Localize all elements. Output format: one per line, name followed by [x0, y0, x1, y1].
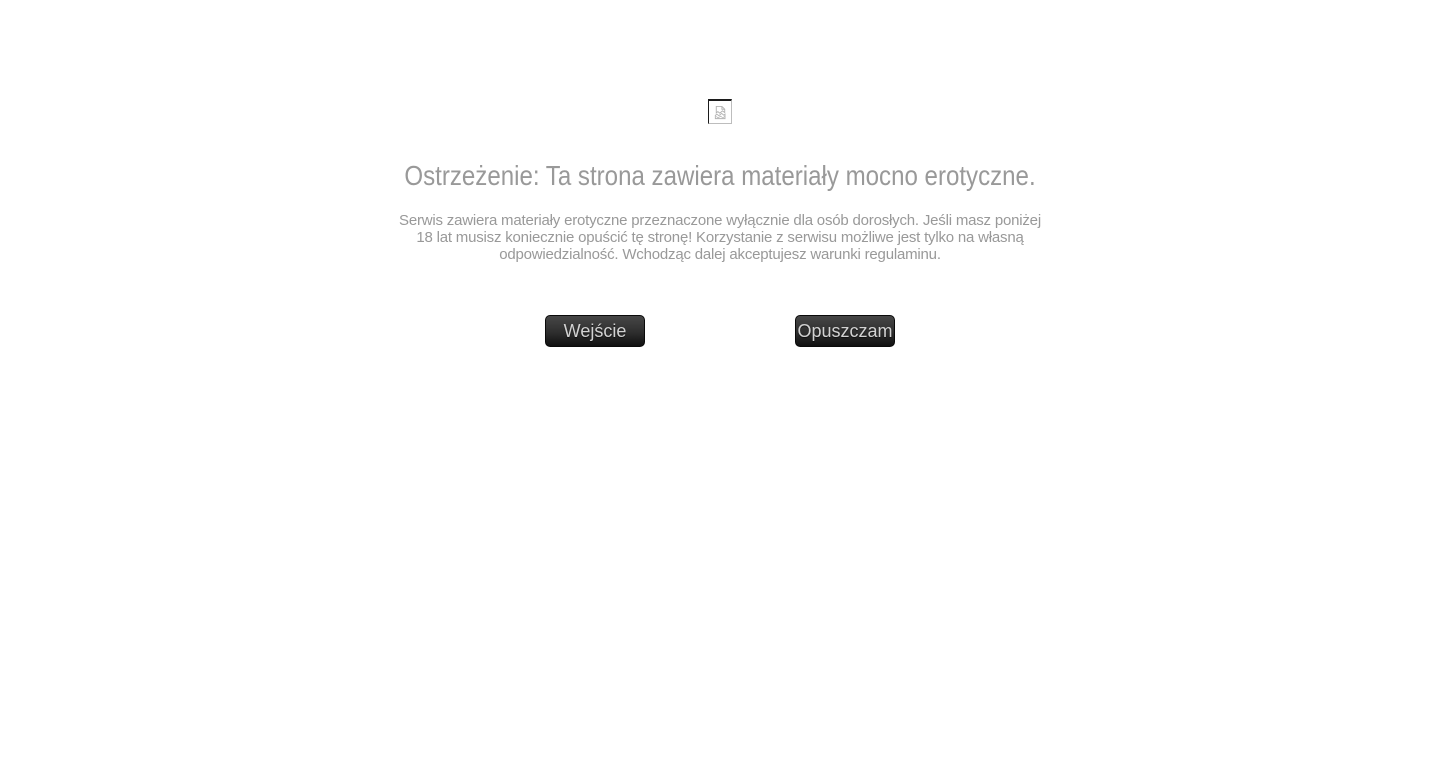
- broken-image-icon: [708, 99, 732, 124]
- leave-button[interactable]: Opuszczam: [795, 315, 895, 347]
- warning-title-text: Ostrzeżenie: Ta strona zawiera materiały mocno erotyczne.: [404, 159, 1036, 191]
- warning-title: [0, 161, 1440, 192]
- enter-button[interactable]: Wejście: [545, 315, 645, 347]
- warning-description: Serwis zawiera materiały erotyczne przeznaczone wyłącznie dla osób dorosłych. Jeśli masz poniżej 18 lat musisz koniecznie opuścić tę stronę! Korzystanie z serwisu możliwe jest tylko na własną odpowiedzialność. Wchodząc dalej akceptujesz warunki regulaminu.: [399, 212, 1041, 264]
- age-verification-page: [0, 0, 1440, 347]
- button-row: [0, 315, 1440, 347]
